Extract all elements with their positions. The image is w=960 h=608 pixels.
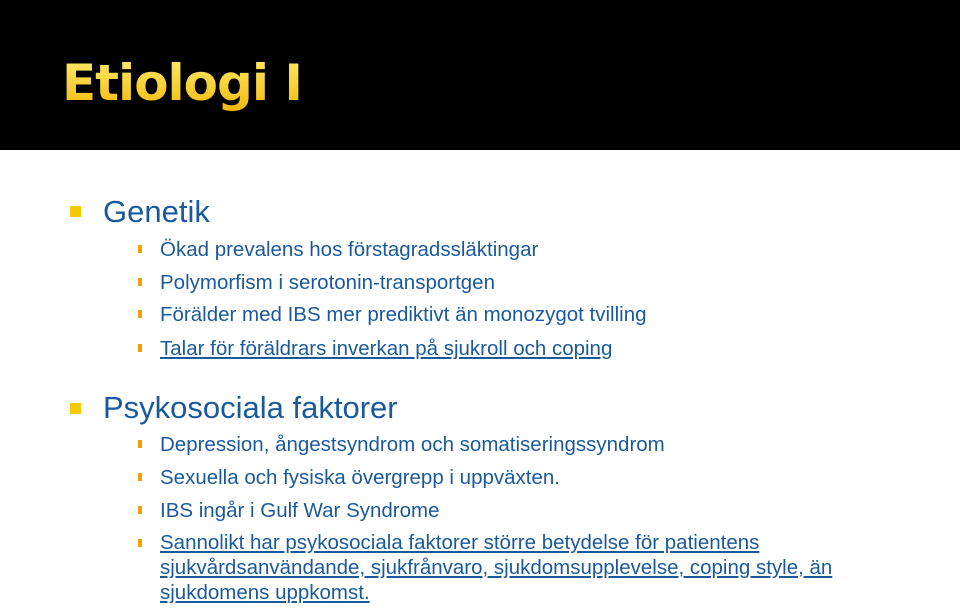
secondary-bullet-icon (138, 344, 142, 352)
list-item: Polymorfism i serotonin-transportgen (160, 271, 495, 294)
secondary-bullet-icon (138, 245, 142, 253)
list-item: Ökad prevalens hos förstagradssläktingar (160, 238, 539, 261)
list-item: Talar för föräldrars inverkan på sjukroll och coping (160, 337, 613, 360)
secondary-bullet-icon (138, 440, 142, 448)
list-item: Depression, ångestsyndrom och somatiseringssyndrom (160, 433, 665, 456)
slide-title: Etiologi I (62, 48, 302, 118)
list-item: IBS ingår i Gulf War Syndrome (160, 499, 440, 522)
list-item: Sexuella och fysiska övergrepp i uppväxten. (160, 466, 560, 489)
secondary-bullet-icon (138, 310, 142, 318)
primary-bullet-icon (70, 403, 81, 414)
list-item: Förälder med IBS mer prediktivt än monozygot tvilling (160, 303, 647, 326)
secondary-bullet-icon (138, 539, 142, 547)
secondary-bullet-icon (138, 473, 142, 481)
section-heading-genetik: Genetik (103, 194, 210, 229)
list-item: Sannolikt har psykosociala faktorer större betydelse för patientens sjukvårdsanvändande, sjukfrånvaro, sjukdomsupplevelse, coping style, än sjukdomens uppkomst. (160, 531, 833, 604)
primary-bullet-icon (70, 206, 81, 217)
section-heading-psykosociala: Psykosociala faktorer (103, 390, 398, 425)
secondary-bullet-icon (138, 506, 142, 514)
secondary-bullet-icon (138, 278, 142, 286)
